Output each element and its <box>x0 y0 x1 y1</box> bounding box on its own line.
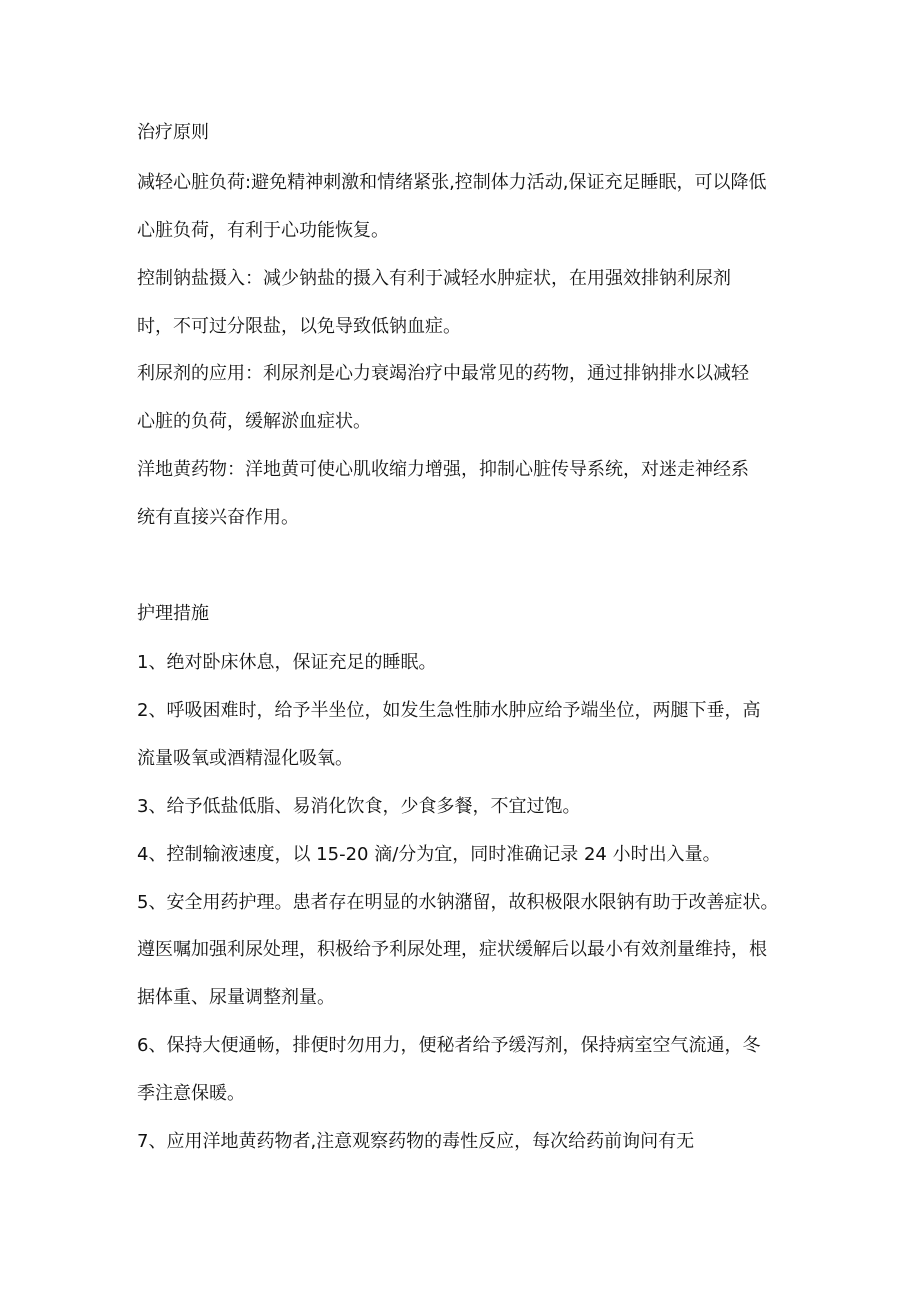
list-item: 6、保持大便通畅，排便时勿用力，便秘者给予缓泻剂，保持病室空气流通，冬 <box>137 1035 761 1056</box>
section-heading-nursing-measures: 护理措施 <box>137 603 209 624</box>
list-item: 5、安全用药护理。患者存在明显的水钠潴留，故积极限水限钠有助于改善症状。 <box>137 892 779 913</box>
section-heading-treatment-principles: 治疗原则 <box>137 122 209 143</box>
list-item-continuation: 据体重、尿量调整剂量。 <box>137 987 335 1008</box>
list-item: 2、呼吸困难时，给予半坐位，如发生急性肺水肿应给予端坐位，两腿下垂，高 <box>137 700 761 721</box>
list-item: 1、绝对卧床休息，保证充足的睡眠。 <box>137 652 437 673</box>
list-item: 4、控制输液速度，以 15-20 滴/分为宜，同时准确记录 24 小时出入量。 <box>137 844 721 865</box>
list-item: 7、应用洋地黄药物者,注意观察药物的毒性反应，每次给药前询问有无 <box>137 1131 695 1152</box>
paragraph-line: 统有直接兴奋作用。 <box>137 507 299 528</box>
paragraph-line: 心脏负荷，有利于心功能恢复。 <box>137 220 389 241</box>
paragraph-line: 时，不可过分限盐，以免导致低钠血症。 <box>137 316 461 337</box>
list-item-continuation: 季注意保暖。 <box>137 1083 245 1104</box>
paragraph-line: 利尿剂的应用：利尿剂是心力衰竭治疗中最常见的药物，通过排钠排水以减轻 <box>137 363 749 384</box>
paragraph-line: 洋地黄药物：洋地黄可使心肌收缩力增强，抑制心脏传导系统，对迷走神经系 <box>137 459 749 480</box>
paragraph-line: 心脏的负荷，缓解淤血症状。 <box>137 411 371 432</box>
list-item-continuation: 遵医嘱加强利尿处理，积极给予利尿处理，症状缓解后以最小有效剂量维持，根 <box>137 939 767 960</box>
paragraph-line: 控制钠盐摄入：减少钠盐的摄入有利于减轻水肿症状，在用强效排钠利尿剂 <box>137 268 731 289</box>
paragraph-line: 减轻心脏负荷:避免精神刺激和情绪紧张,控制体力活动,保证充足睡眠，可以降低 <box>137 172 767 193</box>
list-item: 3、给予低盐低脂、易消化饮食，少食多餐，不宜过饱。 <box>137 796 581 817</box>
list-item-continuation: 流量吸氧或酒精湿化吸氧。 <box>137 748 353 769</box>
